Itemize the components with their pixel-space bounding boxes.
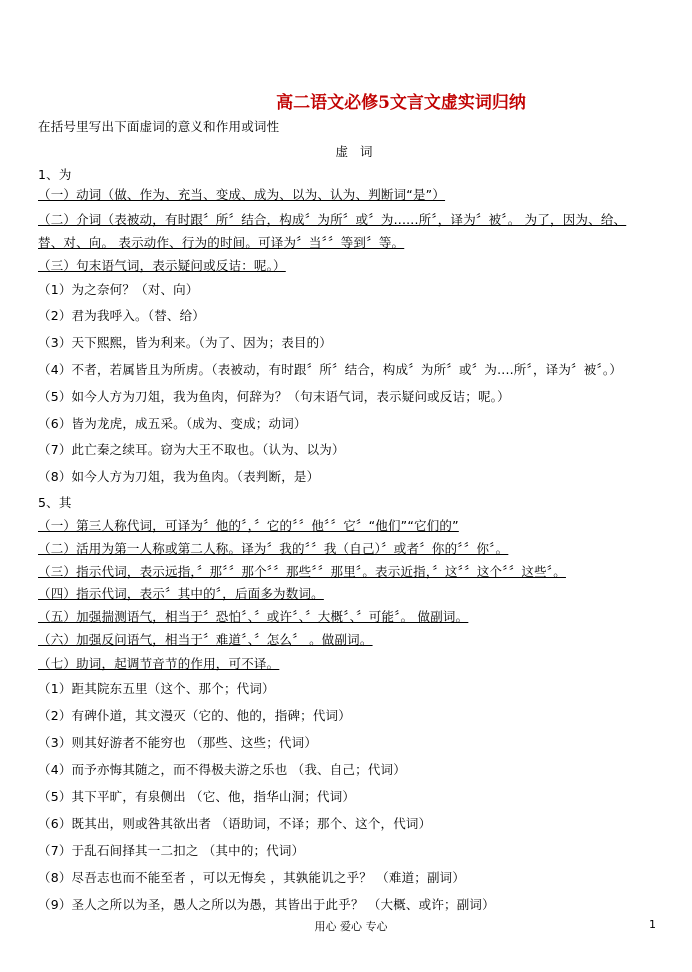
page-footer: 用心 爱心 专心 bbox=[314, 920, 388, 933]
wei-example-2: （2）君为我呼入。（替、给） bbox=[38, 308, 206, 323]
page-number: 1 bbox=[649, 918, 656, 931]
wei-def-2: （二）介词（表被动，有时跟〞所〞结合，构成〞为所〞或〞为......所〞，译为〞被〞。 为了，因为、给、 bbox=[38, 212, 627, 227]
qi-example-9: （9）圣人之所以为圣，愚人之所以为愚，其皆出于此乎？ （大概、或许；副词） bbox=[38, 897, 495, 912]
qi-def-1: （一）第三人称代词，可译为〞他的〞，〞它的〞〞他〞〞它〞“他们”“它们的” bbox=[38, 518, 459, 533]
wei-example-7: （7）此亡秦之续耳。窃为大王不取也。（认为、以为） bbox=[38, 442, 345, 457]
qi-def-5: （五）加强揣测语气，相当于〞恐怕〞、〞或许〞、〞大概〞、〞可能〞。 做副词。 bbox=[38, 609, 469, 624]
section-title: 虚 词 bbox=[335, 144, 377, 159]
instruction-text: 在括号里写出下面虚词的意义和作用或词性 bbox=[38, 119, 280, 134]
wei-example-8: （8）如今人方为刀俎，我为鱼肉。（表判断，是） bbox=[38, 469, 320, 484]
qi-def-4: （四）指示代词，表示〞其中的〞，后面多为数词。 bbox=[38, 586, 324, 601]
wei-example-4: （4）不者，若属皆且为所虏。（表被动，有时跟〞所〞结合，构成〞为所〞或〞为....所〞，译为〞被〞。） bbox=[38, 362, 623, 377]
qi-example-2: （2）有碑仆道，其文漫灭（它的、他的，指碑；代词） bbox=[38, 708, 351, 723]
wei-def-2-cont: 替、对、向。 表示动作、行为的时间。可译为〞当〞〞等到〞等。 bbox=[38, 235, 405, 250]
qi-def-2: （二）活用为第一人称或第二人称。译为〞我的〞〞我（自己）〞或者〞你的〞〞你〞。 bbox=[38, 541, 509, 556]
qi-example-6: （6）既其出，则或咎其欲出者 （语助词，不译；那个、这个，代词） bbox=[38, 816, 432, 831]
wei-def-1: （一）动词（做、作为、充当、变成、成为、以为、认为、判断词“是”） bbox=[38, 187, 446, 202]
wei-example-1: （1）为之奈何？（对、向） bbox=[38, 282, 199, 297]
wei-example-6: （6）皆为龙虎，成五采。（成为、变成；动词） bbox=[38, 416, 307, 431]
document-title: 高二语文必修5文言文虚实词归纳 bbox=[276, 93, 526, 113]
wei-example-3: （3）天下熙熙，皆为利来。（为了、因为；表目的） bbox=[38, 335, 333, 350]
heading-wei: 1、为 bbox=[38, 167, 72, 182]
qi-example-5: （5）其下平旷，有泉侧出 （它、他，指华山洞；代词） bbox=[38, 789, 356, 804]
wei-def-3: （三）句末语气词，表示疑问或反诘：呢。） bbox=[38, 258, 286, 273]
qi-example-1: （1）距其院东五里（这个、那个；代词） bbox=[38, 681, 275, 696]
qi-example-7: （7）于乱石间择其一二扣之 （其中的；代词） bbox=[38, 843, 305, 858]
qi-example-8: （8）尽吾志也而不能至者 ，可以无悔矣 ，其孰能讥之乎？ （难道；副词） bbox=[38, 870, 466, 885]
qi-example-4: （4）而予亦悔其随之，而不得极夫游之乐也 （我、自己；代词） bbox=[38, 762, 406, 777]
heading-qi: 5、其 bbox=[38, 495, 72, 510]
qi-def-7: （七）助词，起调节音节的作用，可不译。 bbox=[38, 656, 280, 671]
qi-def-6: （六）加强反问语气，相当于〞难道〞、〞怎么〞 。做副词。 bbox=[38, 632, 373, 647]
wei-example-5: （5）如今人方为刀俎，我为鱼肉，何辞为？（句末语气词，表示疑问或反诘；呢。） bbox=[38, 389, 510, 404]
qi-def-3: （三）指示代词，表示远指，〞那〞〞那个〞〞那些〞〞那里〞。表示近指，〞这〞〞这个〞〞这些〞。 bbox=[38, 564, 566, 579]
qi-example-3: （3）则其好游者不能穷也 （那些、这些；代词） bbox=[38, 735, 318, 750]
